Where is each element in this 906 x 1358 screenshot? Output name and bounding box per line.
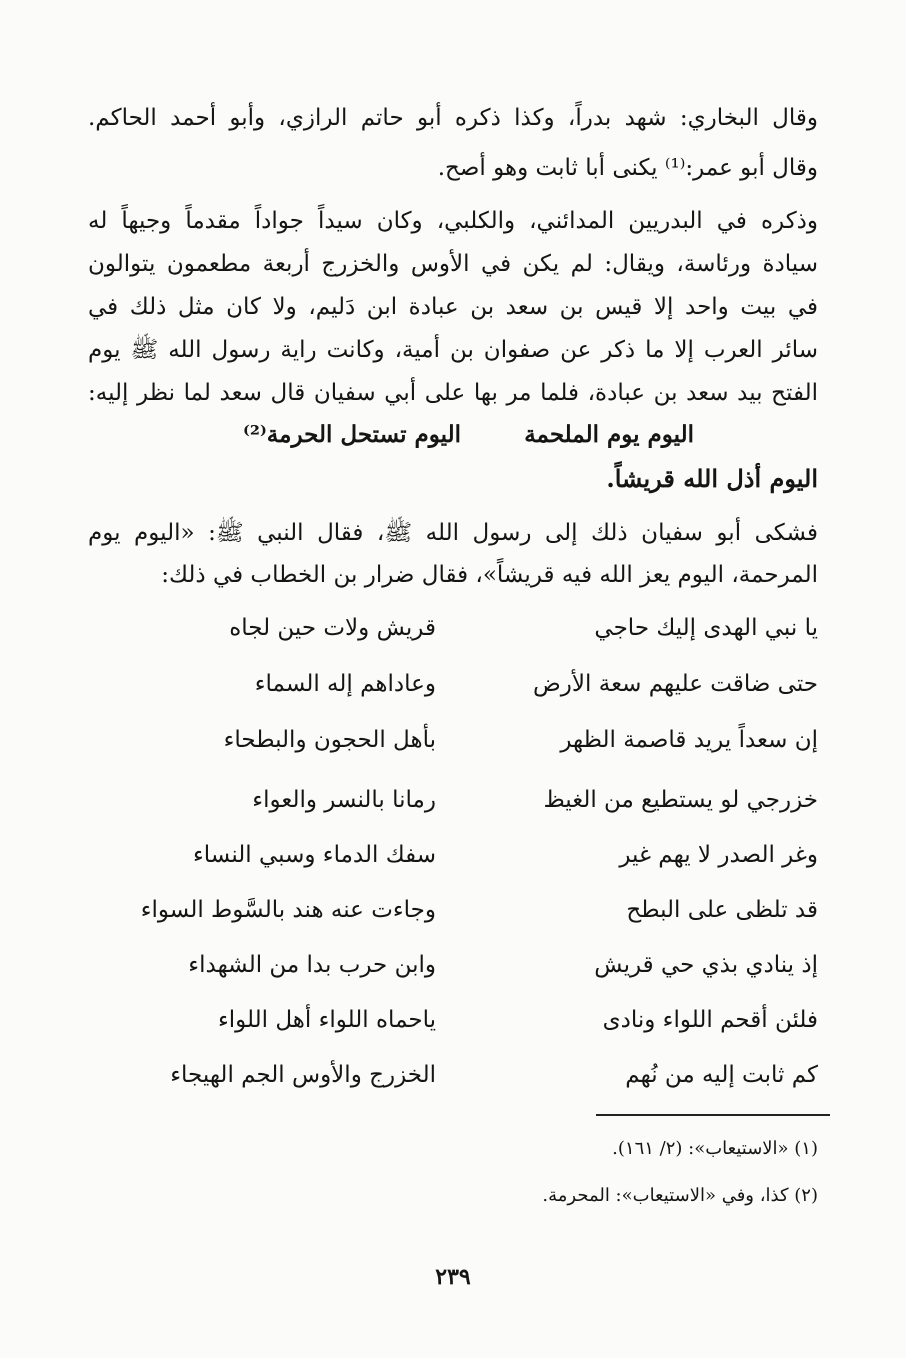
text-line: وقال البخاري: شهد بدراً، وكذا ذكره أبو حاتم الرازي، وأبو أحمد الحاكم. xyxy=(88,105,818,131)
verse-right: وغر الصدر لا يهم غير xyxy=(619,842,818,868)
text-line: سائر العرب إلا ما ذكر عن صفوان بن أمية، وكانت راية رسول الله ﷺ يوم xyxy=(88,337,818,363)
verse-right: إذ ينادي بذي حي قريش xyxy=(594,952,818,978)
verse-right: قد تلظى على البطح xyxy=(626,897,818,923)
verse-left: قريش ولات حين لجاه xyxy=(229,615,436,641)
text-line: وقال أبو عمر:⁽¹⁾ يكنى أبا ثابت وهو أصح. xyxy=(437,155,818,181)
saying-hemistich-left: اليوم تستحل الحرمة⁽²⁾ xyxy=(243,421,461,448)
verse-left: ياحماه اللواء أهل اللواء xyxy=(217,1007,436,1033)
footnote: (١) «الاستيعاب»: (٢/ ١٦١). xyxy=(612,1138,818,1159)
verse-right: فلئن أقحم اللواء ونادى xyxy=(602,1007,818,1033)
verse-left: وجاءت عنه هند بالسَّوط السواء xyxy=(140,897,436,923)
verse-left: بأهل الحجون والبطحاء xyxy=(223,727,436,753)
text-line: وذكره في البدريين المدائني، والكلبي، وكان سيداً جواداً مقدماً وجيهاً له xyxy=(88,208,818,234)
verse-left: رمانا بالنسر والعواء xyxy=(252,787,436,813)
footnote-rule xyxy=(596,1114,830,1116)
verse-left: الخزرج والأوس الجم الهيجاء xyxy=(170,1062,436,1088)
verse-left: وعاداهم إله السماء xyxy=(254,671,436,697)
text-line: في بيت واحد إلا قيس بن سعد بن عبادة ابن دَليم، ولا كان مثل ذلك في xyxy=(88,294,818,320)
verse-right: حتى ضاقت عليهم سعة الأرض xyxy=(533,671,818,697)
verse-right: خزرجي لو يستطيع من الغيظ xyxy=(543,787,818,813)
verse-left: وابن حرب بدا من الشهداء xyxy=(188,952,436,978)
text-line: فشكى أبو سفيان ذلك إلى رسول الله ﷺ، فقال النبي ﷺ: «اليوم يوم xyxy=(88,520,818,546)
text-line: الفتح بيد سعد بن عبادة، فلما مر بها على أبي سفيان قال سعد لما نظر إليه: xyxy=(88,380,818,406)
text-line: المرحمة، اليوم يعز الله فيه قريشاً»، فقال ضرار بن الخطاب في ذلك: xyxy=(161,562,818,588)
verse-right: إن سعداً يريد قاصمة الظهر xyxy=(560,727,818,753)
saying-hemistich-right: اليوم يوم الملحمة xyxy=(524,421,694,448)
page-number: ٢٣٩ xyxy=(435,1264,471,1290)
text-line: سيادة ورئاسة، ويقال: لم يكن في الأوس والخزرج أربعة مطعمون يتوالون xyxy=(88,251,818,277)
verse-right: يا نبي الهدى إليك حاجي xyxy=(594,615,818,641)
saying-line: اليوم أذل الله قريشاً. xyxy=(606,464,818,493)
verse-left: سفك الدماء وسبي النساء xyxy=(192,842,436,868)
verse-right: كم ثابت إليه من نُهم xyxy=(625,1062,818,1088)
footnote: (٢) كذا، وفي «الاستيعاب»: المحرمة. xyxy=(542,1185,818,1206)
